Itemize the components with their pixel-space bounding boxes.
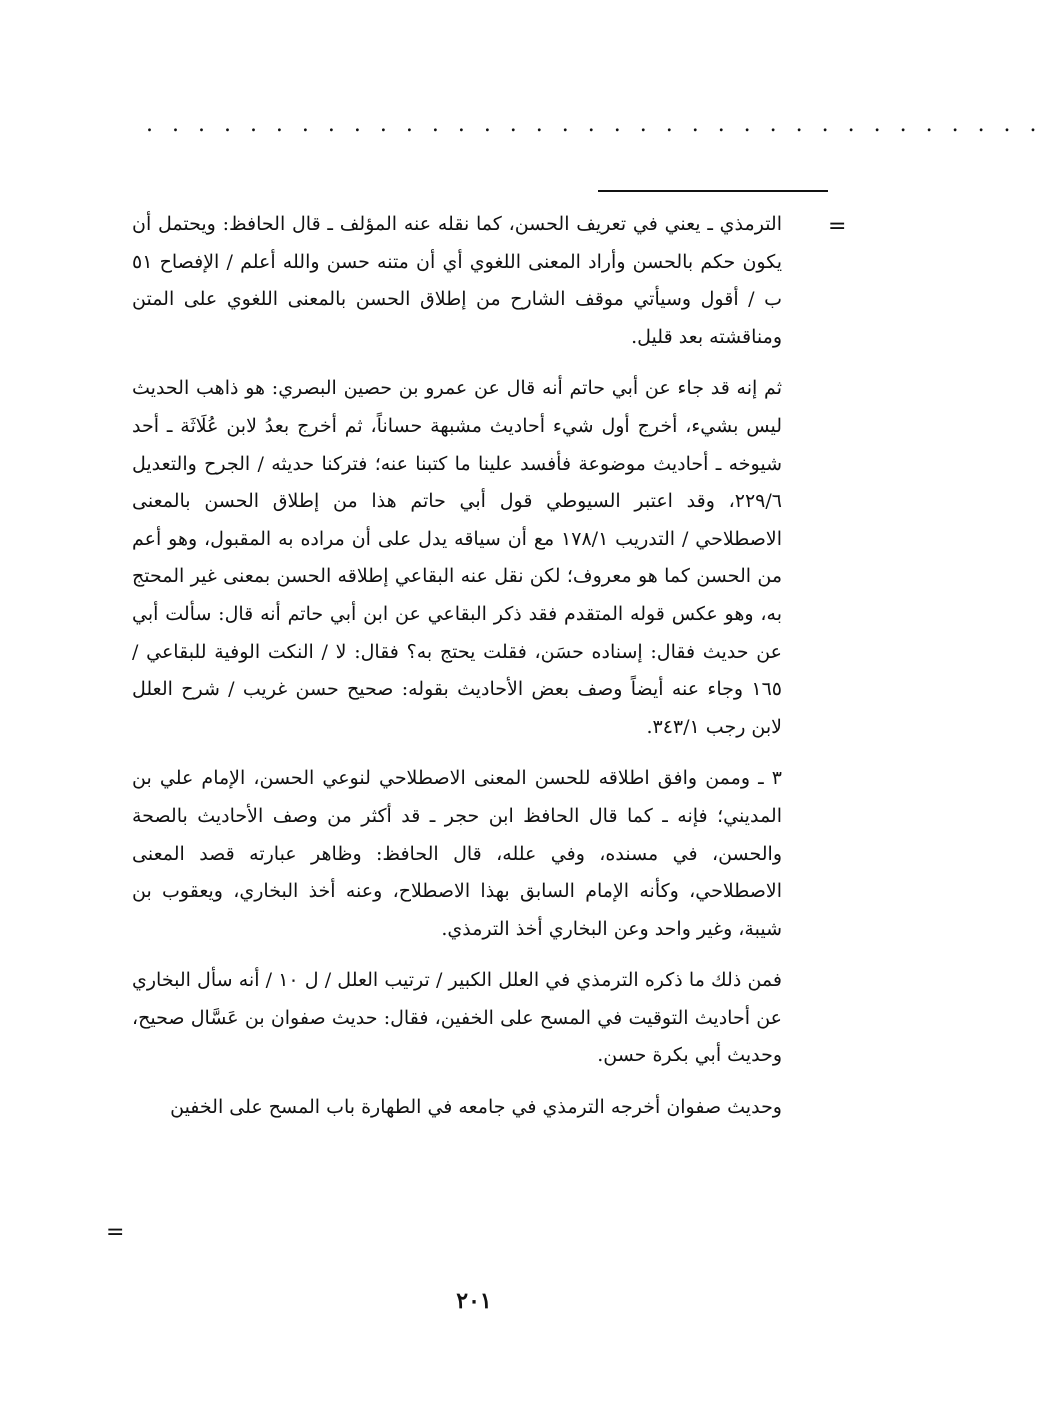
- continuation-mark-top: =: [828, 214, 847, 239]
- continuation-mark-bottom: =: [106, 1220, 125, 1245]
- footnote-rule: [598, 190, 828, 192]
- footnote-body: [132, 206, 782, 1141]
- paragraph-1: الترمذي ـ يعني في تعريف الحسن، كما نقله عنه المؤلف ـ قال الحافظ: ويحتمل أن يكون حكم بالحسن وأراد المعنى اللغوي أي أن متنه حسن والله أعلم / الإفصاح ٥١ ب / أقول وسيأتي موقف الشارح من إطلاق الحسن بالمعنى اللغوي على المتن ومناقشته بعد قليل.: [132, 213, 782, 348]
- header-dotted-separator: . . . . . . . . . . . . . . . . . . . . . . . . . . . . . . . . . . .: [146, 112, 1043, 137]
- paragraph-2: ثم إنه قد جاء عن أبي حاتم أنه قال عن عمرو بن حصين البصري: هو ذاهب الحديث ليس بشيء، أخرج أول شيء أحاديث مشبهة حساناً، ثم أخرج بعدُ لابن عُلَاثَة ـ أحد شيوخه ـ أحاديث موضوعة فأفسد علينا ما كتبنا عنه؛ فتركنا حديثه / الجرح والتعديل ٢٢٩/٦، وقد اعتبر السيوطي قول أبي حاتم هذا من إطلاق الحسن بالمعنى الاصطلاحي / التدريب ١٧٨/١ مع أن سياقه يدل على أن مراده به المقبول، وهو أعم من الحسن كما هو معروف؛ لكن نقل عنه البقاعي إطلاقه الحسن بمعنى غير المحتج به، وهو عكس قوله المتقدم فقد ذكر البقاعي عن ابن أبي حاتم أنه قال: سألت أبي عن حديث فقال: إسناده حسَن، فقلت يحتج به؟ فقال: لا / النكت الوفية للبقاعي / ١٦٥ وجاء عنه أيضاً وصف بعض الأحاديث بقوله: صحيح حسن غريب / شرح العلل لابن رجب ٣٤٣/١.: [132, 377, 782, 738]
- paragraph-5: وحديث صفوان أخرجه الترمذي في جامعه في الطهارة باب المسح على الخفين: [170, 1096, 782, 1119]
- paragraph-3: ٣ ـ وممن وافق اطلاقه للحسن المعنى الاصطلاحي لنوعي الحسن، الإمام علي بن المديني؛ فإنه ـ كما قال الحافظ ابن حجر ـ قد أكثر من وصف الأحاديث بالصحة والحسن، في مسنده، وفي علله، قال الحافظ: وظاهر عبارته قصد المعنى الاصطلاحي، وكأنه الإمام السابق بهذا الاصطلاح، وعنه أخذ البخاري، ويعقوب بن شيبة، وغير واحد وعن البخاري أخذ الترمذي.: [132, 767, 782, 940]
- paragraph-4: فمن ذلك ما ذكره الترمذي في العلل الكبير / ترتيب العلل / ل ١٠ / أنه سأل البخاري عن أحاديث التوقيت في المسح على الخفين، فقال: حديث صفوان بن عَسَّال صحيح، وحديث أبي بكرة حسن.: [132, 969, 782, 1067]
- page-number: ٢٠١: [456, 1288, 492, 1314]
